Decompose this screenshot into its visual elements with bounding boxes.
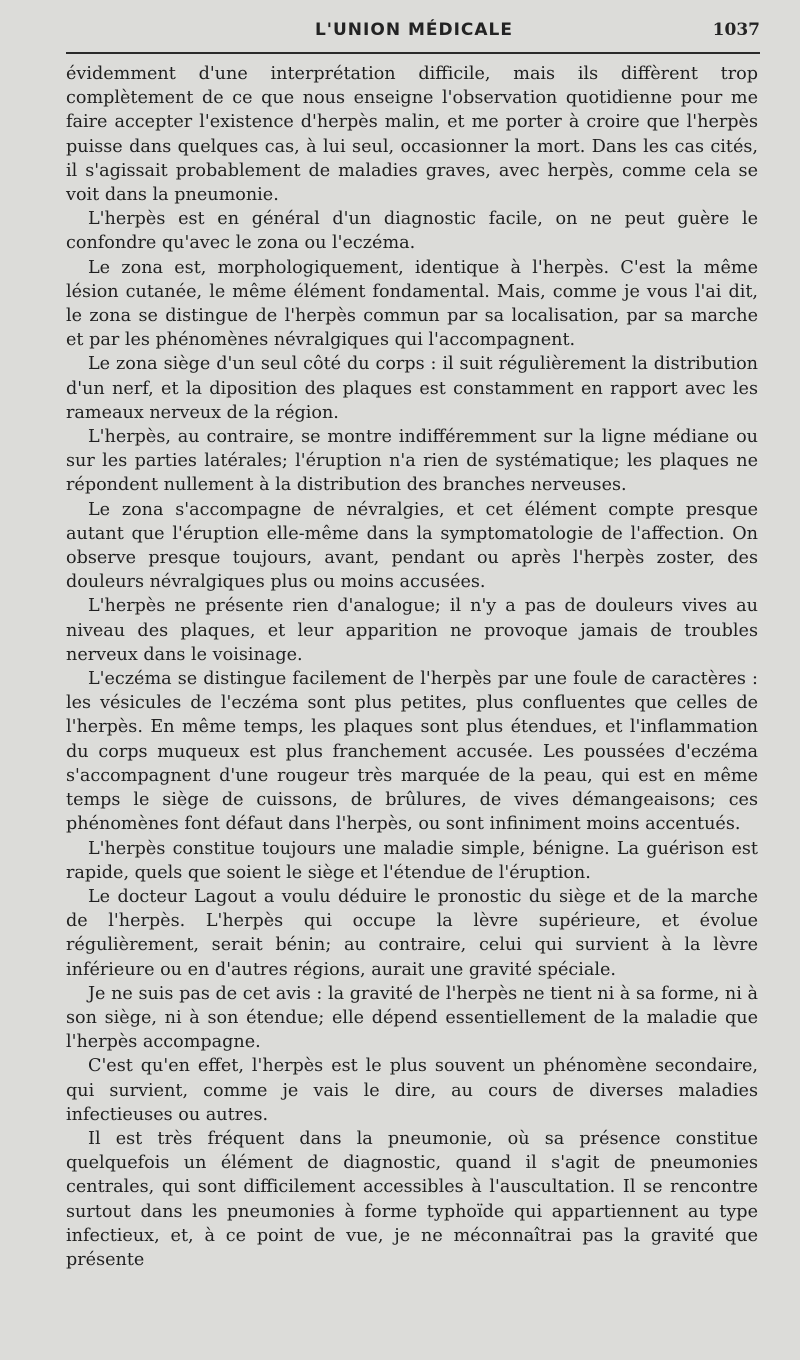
- paragraph: évidemment d'une interprétation difficile, mais ils diffèrent trop complètement de ce que nous enseigne l'observation quotidienne pour me faire accepter l'existence d'herpès malin, et me porter à croire que l'herpès puisse dans quelques cas, à lui seul, occasionner la mort. Dans les cas cités, il s'agissait probablement de maladies graves, avec herpès, comme cela se voit dans la pneumonie.: [66, 64, 758, 206]
- body-text: [66, 62, 758, 1272]
- paragraph: Il est très fréquent dans la pneumonie, où sa présence constitue quelquefois un élément de diagnostic, quand il s'agit de pneumonies centrales, qui sont difficilement accessibles à l'auscultation. Il se rencontre surtout dans les pneumonies à forme typhoïde qui appartiennent au type infectieux, et, à ce point de vue, je ne méconnaîtrai pas la gravité que présente: [66, 1128, 758, 1270]
- paragraph: Le zona est, morphologiquement, identique à l'herpès. C'est la même lésion cutanée, le même élément fondamental. Mais, comme je vous l'ai dit, le zona se distingue de l'herpès commun par sa localisation, par sa marche et par les phénomènes névralgiques qui l'accompagnent.: [66, 257, 758, 351]
- paragraph: Je ne suis pas de cet avis : la gravité de l'herpès ne tient ni à sa forme, ni à son siège, ni à son étendue; elle dépend essentiellement de la maladie que l'herpès accompagne.: [66, 983, 758, 1053]
- paragraph: L'herpès, au contraire, se montre indifféremment sur la ligne médiane ou sur les parties latérales; l'éruption n'a rien de systématique; les plaques ne répondent nullement à la distribution des branches nerveuses.: [66, 427, 758, 496]
- paragraph: Le zona siège d'un seul côté du corps : il suit régulièrement la distribution d'un nerf, et la diposition des plaques est constamment en rapport avec les rameaux nerveux de la région.: [66, 354, 758, 423]
- paragraph: L'herpès est en général d'un diagnostic facile, on ne peut guère le confondre qu'avec le zona ou l'eczéma.: [66, 209, 758, 254]
- page-number: 1037: [712, 20, 760, 40]
- page-header: [68, 20, 760, 46]
- paragraph: L'herpès ne présente rien d'analogue; il n'y a pas de douleurs vives au niveau des plaques, et leur apparition ne provoque jamais de troubles nerveux dans le voisinage.: [66, 596, 758, 665]
- paragraph: L'herpès constitue toujours une maladie simple, bénigne. La guérison est rapide, quels que soient le siège et l'étendue de l'éruption.: [66, 838, 758, 883]
- paragraph: L'eczéma se distingue facilement de l'herpès par une foule de caractères : les vésicules de l'eczéma sont plus petites, plus confluentes que celles de l'herpès. En même temps, les plaques sont plus étendues, et l'inflammation du corps muqueux est plus franchement accusée. Les poussées d'eczéma s'accompagnent d'une rougeur très marquée de la peau, qui est en même temps le siège de cuissons, de brûlures, de vives démangeaisons; ces phénomènes font défaut dans l'herpès, ou sont infiniment moins accentués.: [66, 669, 758, 835]
- header-rule: [66, 52, 760, 54]
- paragraph: Le docteur Lagout a voulu déduire le pronostic du siège et de la marche de l'herpès. L'herpès qui occupe la lèvre supérieure, et évolue régulièrement, serait bénin; au contraire, celui qui survient à la lèvre inférieure ou en d'autres régions, aurait une gravité spéciale.: [66, 886, 758, 980]
- paragraph: C'est qu'en effet, l'herpès est le plus souvent un phénomène secondaire, qui survient, comme je vais le dire, au cours de diverses maladies infectieuses ou autres.: [66, 1056, 758, 1125]
- paragraph: Le zona s'accompagne de névralgies, et cet élément compte presque autant que l'éruption elle-même dans la symptomatologie de l'affection. On observe presque toujours, avant, pendant ou après l'herpès zoster, des douleurs névralgiques plus ou moins accusées.: [66, 499, 758, 593]
- running-title: L'UNION MÉDICALE: [314, 20, 514, 40]
